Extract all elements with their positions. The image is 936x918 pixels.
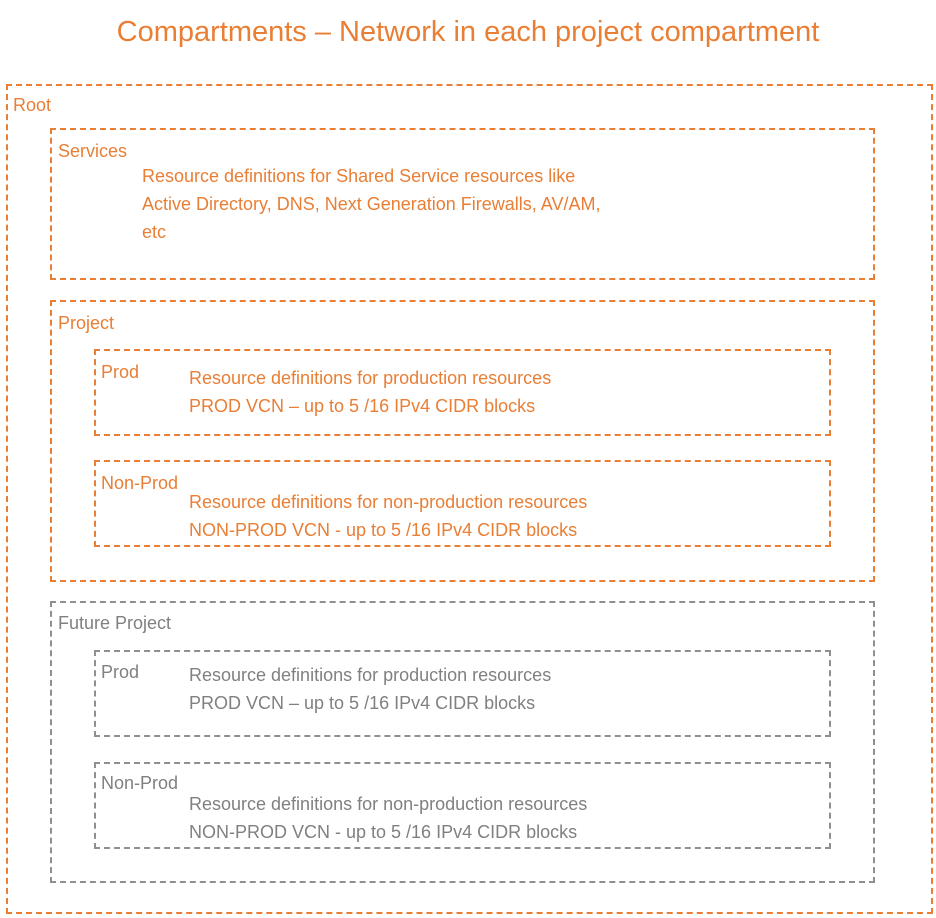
future-prod-line-2: PROD VCN – up to 5 /16 IPv4 CIDR blocks	[189, 693, 536, 713]
services-label: Services	[58, 141, 128, 161]
project-nonprod-line-1: Resource definitions for non-production resources	[189, 492, 588, 512]
project-nonprod-label: Non-Prod	[101, 473, 179, 493]
services-desc-line-1: Resource definitions for Shared Service resources like	[142, 166, 576, 186]
project-prod-label: Prod	[101, 362, 140, 382]
project-prod-line-1: Resource definitions for production resources	[189, 368, 552, 388]
services-description	[142, 162, 600, 246]
future-prod-line-1: Resource definitions for production resources	[189, 665, 552, 685]
future-nonprod-line-2: NON-PROD VCN - up to 5 /16 IPv4 CIDR blocks	[189, 822, 578, 842]
services-desc-line-2: Active Directory, DNS, Next Generation Firewalls, AV/AM,	[142, 194, 601, 214]
project-nonprod-line-2: NON-PROD VCN - up to 5 /16 IPv4 CIDR blocks	[189, 520, 578, 540]
future-project-label: Future Project	[58, 613, 172, 633]
root-label: Root	[13, 95, 52, 115]
future-nonprod-description	[189, 790, 587, 846]
diagram-title: Compartments – Network in each project compartment	[116, 16, 820, 48]
future-nonprod-label: Non-Prod	[101, 773, 179, 793]
project-nonprod-description	[189, 488, 587, 544]
project-prod-line-2: PROD VCN – up to 5 /16 IPv4 CIDR blocks	[189, 396, 536, 416]
future-nonprod-line-1: Resource definitions for non-production resources	[189, 794, 588, 814]
future-prod-label: Prod	[101, 662, 140, 682]
project-label: Project	[58, 313, 115, 333]
future-prod-description	[189, 661, 551, 717]
services-desc-line-3: etc	[142, 222, 167, 242]
project-prod-description	[189, 364, 551, 420]
